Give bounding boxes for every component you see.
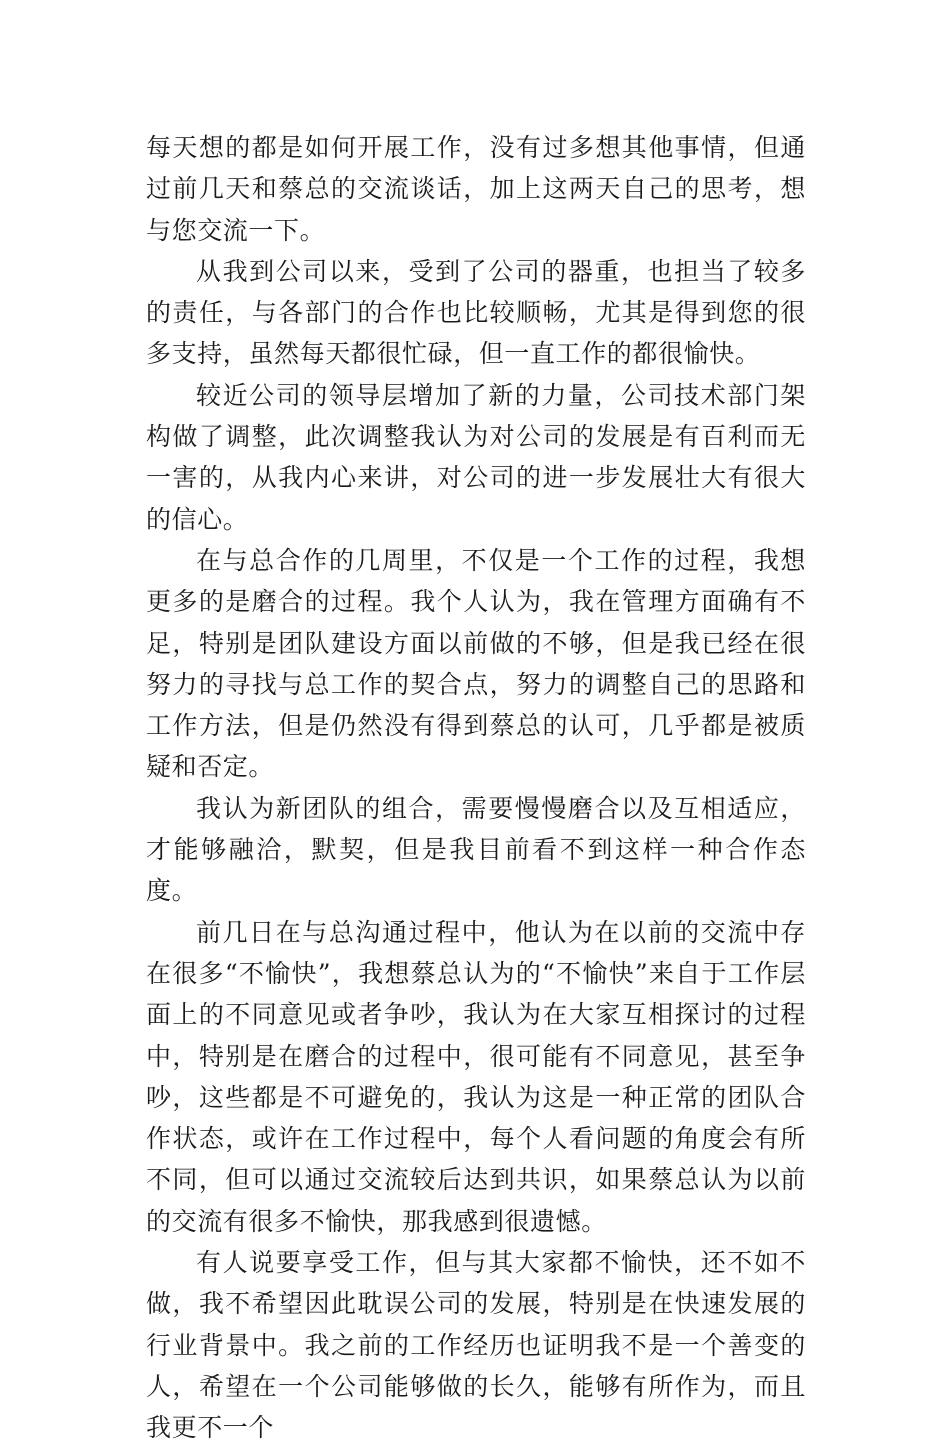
paragraph-2: 从我到公司以来，受到了公司的器重，也担当了较多的责任，与各部门的合作也比较顺畅，尤其是得到您的很多支持，虽然每天都很忙碌，但一直工作的都很愉快。 xyxy=(146,256,806,369)
paragraph-1: 每天想的都是如何开展工作，没有过多想其他事情，但通过前几天和蔡总的交流谈话，加上这两天自己的思考，想与您交流一下。 xyxy=(146,133,806,245)
paragraph-5: 我认为新团队的组合，需要慢慢磨合以及互相适应，才能够融洽，默契，但是我目前看不到这样一种合作态度。 xyxy=(146,793,806,906)
paragraph-3: 较近公司的领导层增加了新的力量，公司技术部门架构做了调整，此次调整我认为对公司的发展是有百利而无一害的，从我内心来讲，对公司的进一步发展壮大有很大的信心。 xyxy=(146,380,806,534)
paragraph-4: 在与总合作的几周里，不仅是一个工作的过程，我想更多的是磨合的过程。我个人认为，我在管理方面确有不足，特别是团队建设方面以前做的不够，但是我已经在很努力的寻找与总工作的契合点，努力的调整自己的思路和工作方法，但是仍然没有得到蔡总的认可，几乎都是被质疑和否定。 xyxy=(146,545,806,782)
document-body xyxy=(146,127,806,1449)
paragraph-6: 前几日在与总沟通过程中，他认为在以前的交流中存在很多“不愉快”，我想蔡总认为的“不愉快”来自于工作层面上的不同意见或者争吵，我认为在大家互相探讨的过程中，特别是在磨合的过程中，很可能有不同意见，甚至争吵，这些都是不可避免的，我认为这是一种正常的团队合作状态，或许在工作过程中，每个人看问题的角度会有所不同，但可以通过交流较后达到共识，如果蔡总认为以前的交流有很多不愉快，那我感到很遗憾。 xyxy=(146,917,806,1236)
paragraph-7: 有人说要享受工作，但与其大家都不愉快，还不如不做，我不希望因此耽误公司的发展，特别是在快速发展的行业背景中。我之前的工作经历也证明我不是一个善变的人，希望在一个公司能够做的长久，能够有所作为，而且我更不一个 xyxy=(146,1248,806,1443)
